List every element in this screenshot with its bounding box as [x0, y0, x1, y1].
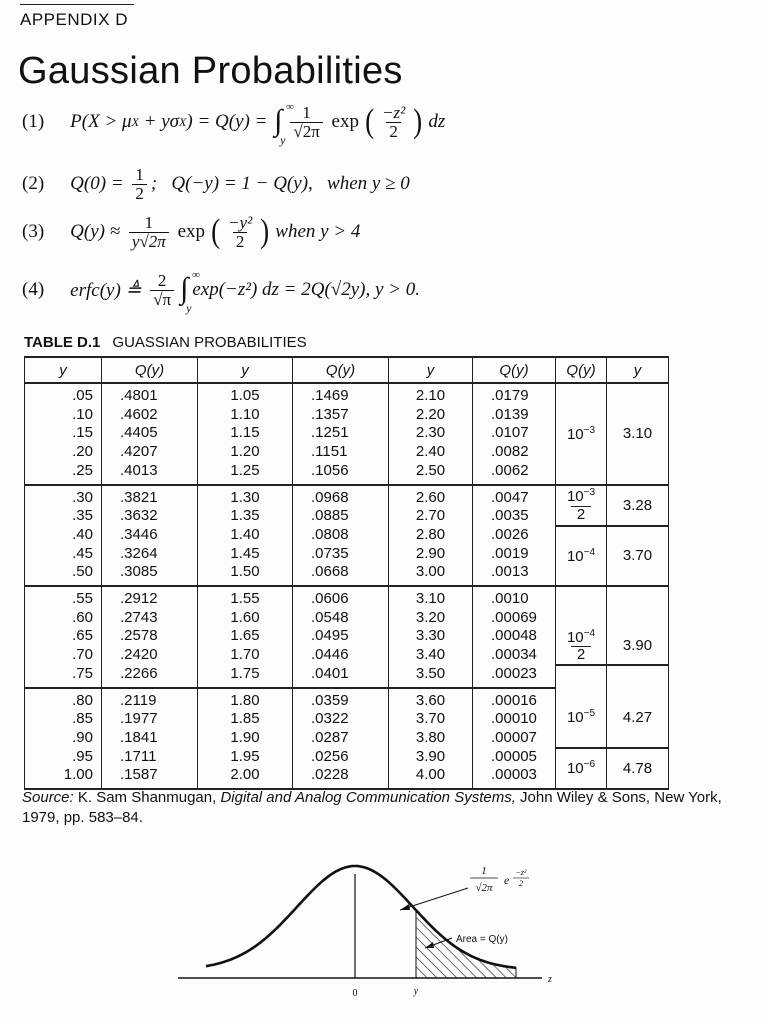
eq1-arg-fraction — [379, 104, 408, 141]
q-value-cell: .0401 — [293, 665, 389, 688]
table-title: GUASSIAN PROBABILITIES — [112, 334, 307, 351]
eq2-b: ; Q(−y) = 1 − Q(y), when y ≥ 0 — [150, 173, 410, 195]
power-of-ten: $10^{-4}$ — [566, 627, 596, 646]
q-value-cell: .4405 — [102, 424, 198, 443]
table-row — [25, 688, 669, 711]
integral-lower-limit: y — [186, 301, 192, 316]
power-of-ten: $10^{-3}$ — [566, 424, 596, 443]
y-value-cell: 1.65 — [198, 627, 293, 646]
q-threshold-cell — [556, 627, 607, 664]
equation-number: (4) — [22, 279, 45, 301]
eq1-lhs-sub: X — [131, 114, 139, 129]
y-threshold-cell: 3.70 — [607, 526, 669, 586]
y-value-cell: 1.75 — [198, 665, 293, 688]
table-label: TABLE D.1 — [24, 334, 101, 351]
y-value-cell: .95 — [25, 748, 102, 767]
numerator: 1 — [302, 103, 311, 122]
source-label: Source: — [22, 789, 74, 806]
y-value-cell: .85 — [25, 710, 102, 729]
source-rest: John Wiley & Sons, New York, 1979, pp. 583–84. — [22, 789, 722, 826]
q-threshold-cell — [556, 485, 607, 526]
y-value-cell: .60 — [25, 609, 102, 628]
equation-4 — [22, 269, 420, 316]
y-value-cell: 3.90 — [389, 748, 473, 767]
q-value-cell: .00010 — [473, 710, 556, 729]
header-rule — [20, 4, 134, 5]
page-title: Gaussian Probabilities — [18, 50, 403, 92]
numerator: 1 — [135, 165, 144, 184]
eq1-exp: exp — [326, 111, 364, 133]
column-header: y — [389, 357, 473, 383]
power-of-ten: $10^{-3}$ — [566, 487, 596, 506]
y-threshold-cell: 4.27 — [607, 688, 669, 748]
empty-cell — [556, 586, 607, 627]
numerator: 2 — [157, 271, 167, 290]
y-value-cell: 1.80 — [198, 688, 293, 711]
y-value-cell: 1.15 — [198, 424, 293, 443]
y-value-cell: 1.30 — [198, 485, 293, 508]
eq2-a: Q(0) = — [70, 173, 129, 195]
y-value-cell: 2.20 — [389, 406, 473, 425]
y-value-cell: 3.60 — [389, 688, 473, 711]
equation-1 — [22, 101, 446, 148]
area-label: Area = Q(y) — [456, 934, 508, 945]
table-row — [25, 665, 669, 688]
y-value-cell: 1.35 — [198, 507, 293, 526]
q-value-cell: .00005 — [473, 748, 556, 767]
table-row — [25, 383, 669, 406]
y-value-cell: .65 — [25, 627, 102, 646]
y-value-cell: 1.05 — [198, 383, 293, 406]
eq1-rhs: ) = Q(y) = — [186, 111, 273, 133]
y-value-cell: 1.50 — [198, 563, 293, 586]
q-value-cell: .0808 — [293, 526, 389, 545]
eq3-a: Q(y) ≈ — [70, 221, 125, 243]
q-value-cell: .3821 — [102, 485, 198, 508]
q-threshold-cell — [556, 688, 607, 748]
y-value-cell: 2.60 — [389, 485, 473, 508]
denominator: 2 — [386, 122, 401, 141]
table-row — [25, 526, 669, 545]
eq4-a: erfc(y) ≜ — [70, 279, 147, 301]
x-label-y: y — [413, 986, 419, 997]
numerator: 1 — [144, 213, 154, 232]
integral-sign: ∫ ∞ y — [274, 101, 294, 148]
y-threshold-cell: 3.90 — [607, 627, 669, 664]
table-row — [25, 748, 669, 767]
power-of-ten: $10^{-6}$ — [566, 759, 596, 778]
q-value-cell: .0287 — [293, 729, 389, 748]
y-value-cell: 1.55 — [198, 586, 293, 609]
column-header: Q(y) — [556, 357, 607, 383]
q-value-cell: .0495 — [293, 627, 389, 646]
y-value-cell: .05 — [25, 383, 102, 406]
q-value-cell: .0107 — [473, 424, 556, 443]
q-value-cell: .0047 — [473, 485, 556, 508]
q-value-cell: .2266 — [102, 665, 198, 688]
q-value-cell: .00007 — [473, 729, 556, 748]
pdf-exp-denominator: 2 — [519, 879, 523, 888]
q-value-cell: .0139 — [473, 406, 556, 425]
y-value-cell: 1.40 — [198, 526, 293, 545]
y-value-cell: .35 — [25, 507, 102, 526]
q-value-cell: .1977 — [102, 710, 198, 729]
y-value-cell: .40 — [25, 526, 102, 545]
y-value-cell: 3.50 — [389, 665, 473, 688]
q-value-cell: .2578 — [102, 627, 198, 646]
q-value-cell: .00003 — [473, 766, 556, 789]
column-header: Q(y) — [473, 357, 556, 383]
integral-upper-limit: ∞ — [286, 101, 294, 114]
y-value-cell: 2.80 — [389, 526, 473, 545]
q-value-cell: .1841 — [102, 729, 198, 748]
q-value-cell: .1469 — [293, 383, 389, 406]
y-value-cell: .90 — [25, 729, 102, 748]
y-value-cell: 3.20 — [389, 609, 473, 628]
y-value-cell: .30 — [25, 485, 102, 508]
q-value-cell: .0179 — [473, 383, 556, 406]
q-value-cell: .0359 — [293, 688, 389, 711]
empty-cell — [607, 586, 669, 627]
eq1-tail: dz — [423, 111, 446, 133]
left-paren: ( — [364, 103, 374, 141]
q-value-cell: .0968 — [293, 485, 389, 508]
y-value-cell: .20 — [25, 443, 102, 462]
appendix-label: APPENDIX D — [20, 10, 128, 29]
eq4-fraction — [150, 272, 174, 309]
denominator: √2π — [290, 122, 322, 141]
y-value-cell: 2.40 — [389, 443, 473, 462]
q-value-cell: .0885 — [293, 507, 389, 526]
gaussian-table — [24, 356, 669, 790]
eq1-mid: + yσ — [138, 111, 180, 133]
q-value-cell: .0446 — [293, 646, 389, 665]
source-author: K. Sam Shanmugan, — [73, 789, 221, 806]
right-paren: ) — [260, 213, 270, 251]
equation-3 — [22, 214, 360, 251]
y-value-cell: 1.60 — [198, 609, 293, 628]
y-value-cell: .80 — [25, 688, 102, 711]
y-value-cell: 1.95 — [198, 748, 293, 767]
power-of-ten: $10^{-4}$ — [566, 546, 596, 565]
q-value-cell: .3446 — [102, 526, 198, 545]
y-value-cell: 2.90 — [389, 545, 473, 564]
q-value-cell: .0019 — [473, 545, 556, 564]
y-value-cell: 1.90 — [198, 729, 293, 748]
integral-upper-limit: ∞ — [192, 269, 200, 282]
y-value-cell: 2.70 — [389, 507, 473, 526]
q-value-cell: .00069 — [473, 609, 556, 628]
q-value-cell: .0606 — [293, 586, 389, 609]
q-value-cell: .1711 — [102, 748, 198, 767]
q-value-cell: .4013 — [102, 462, 198, 485]
equation-number: (1) — [22, 111, 45, 133]
q-value-cell: .0035 — [473, 507, 556, 526]
column-header: Q(y) — [293, 357, 389, 383]
table-caption — [24, 334, 307, 351]
q-value-cell: .3085 — [102, 563, 198, 586]
eq3-exp: exp — [172, 221, 210, 243]
q-value-cell: .0548 — [293, 609, 389, 628]
eq3-b: when y > 4 — [270, 221, 361, 243]
y-value-cell: 3.00 — [389, 563, 473, 586]
threshold-fraction: $\frac{10^{-4}}{2}$ — [566, 627, 596, 664]
column-header: Q(y) — [102, 357, 198, 383]
q-threshold-cell — [556, 526, 607, 586]
q-value-cell: .3264 — [102, 545, 198, 564]
q-value-cell: .4207 — [102, 443, 198, 462]
empty-cell — [556, 665, 607, 688]
eq4-b: exp(−z²) dz = 2Q(√2y), y > 0. — [192, 279, 420, 301]
eq1-lhs: P(X > μ — [70, 111, 132, 133]
y-threshold-cell: 3.28 — [607, 485, 669, 526]
right-paren: ) — [413, 103, 423, 141]
q-value-cell: .0322 — [293, 710, 389, 729]
q-value-cell: .0228 — [293, 766, 389, 789]
numerator: −z² — [382, 103, 406, 122]
q-value-cell: .0668 — [293, 563, 389, 586]
threshold-fraction: $\frac{10^{-3}}{2}$ — [566, 487, 596, 523]
q-value-cell: .0735 — [293, 545, 389, 564]
y-value-cell: .15 — [25, 424, 102, 443]
q-value-cell: .3632 — [102, 507, 198, 526]
q-value-cell: .1587 — [102, 766, 198, 789]
table-header-row — [25, 357, 669, 383]
y-value-cell: .75 — [25, 665, 102, 688]
y-value-cell: .55 — [25, 586, 102, 609]
q-value-cell: .00034 — [473, 646, 556, 665]
equation-number: (3) — [22, 221, 45, 243]
eq3-arg-fraction — [225, 214, 255, 251]
pdf-e: e — [504, 873, 510, 887]
q-value-cell: .0062 — [473, 462, 556, 485]
pdf-exp-numerator: −z² — [515, 868, 527, 877]
eq3-fraction — [129, 214, 169, 251]
source-book: Digital and Analog Communication Systems, — [220, 789, 516, 806]
y-value-cell: .10 — [25, 406, 102, 425]
bell-curve — [206, 866, 516, 968]
x-axis-label: z — [548, 974, 552, 985]
gaussian-curve-figure — [170, 840, 590, 1010]
y-value-cell: .50 — [25, 563, 102, 586]
y-value-cell: 3.40 — [389, 646, 473, 665]
source-citation — [22, 788, 742, 828]
q-value-cell: .00023 — [473, 665, 556, 688]
y-value-cell: 3.80 — [389, 729, 473, 748]
denominator: 2 — [132, 184, 147, 203]
y-value-cell: 2.50 — [389, 462, 473, 485]
integral-lower-limit: y — [280, 133, 286, 148]
q-value-cell: .2743 — [102, 609, 198, 628]
y-value-cell: 3.70 — [389, 710, 473, 729]
numerator: −y² — [228, 213, 253, 232]
y-value-cell: 1.85 — [198, 710, 293, 729]
y-value-cell: 3.30 — [389, 627, 473, 646]
table-body — [25, 383, 669, 789]
y-value-cell: 2.10 — [389, 383, 473, 406]
y-value-cell: 1.70 — [198, 646, 293, 665]
y-value-cell: 1.00 — [25, 766, 102, 789]
q-value-cell: .0082 — [473, 443, 556, 462]
q-value-cell: .4801 — [102, 383, 198, 406]
y-value-cell: .45 — [25, 545, 102, 564]
q-value-cell: .2420 — [102, 646, 198, 665]
power-of-ten: $10^{-5}$ — [566, 708, 596, 727]
y-value-cell: 2.00 — [198, 766, 293, 789]
q-value-cell: .1056 — [293, 462, 389, 485]
y-value-cell: 2.30 — [389, 424, 473, 443]
equation-number: (2) — [22, 173, 45, 195]
q-value-cell: .1357 — [293, 406, 389, 425]
denominator: y√2π — [129, 232, 169, 251]
empty-cell — [607, 665, 669, 688]
q-value-cell: .0010 — [473, 586, 556, 609]
q-value-cell: .1151 — [293, 443, 389, 462]
denominator: √π — [150, 290, 174, 309]
y-threshold-cell: 3.10 — [607, 383, 669, 485]
q-value-cell: .1251 — [293, 424, 389, 443]
q-value-cell: .00016 — [473, 688, 556, 711]
q-value-cell: .4602 — [102, 406, 198, 425]
y-value-cell: 1.45 — [198, 545, 293, 564]
integral-sign: ∫ ∞ y — [180, 269, 200, 316]
denominator: 2 — [233, 232, 248, 251]
y-value-cell: 1.25 — [198, 462, 293, 485]
table-row — [25, 627, 669, 646]
y-value-cell: 3.10 — [389, 586, 473, 609]
x-label-zero: 0 — [352, 988, 358, 999]
equation-2 — [22, 166, 410, 203]
pdf-pointer-arrowhead — [400, 904, 410, 910]
eq1-mid-sub: X — [179, 114, 187, 129]
column-header: y — [607, 357, 669, 383]
eq2-fraction — [132, 166, 147, 203]
left-paren: ( — [210, 213, 220, 251]
y-value-cell: 1.20 — [198, 443, 293, 462]
y-value-cell: .25 — [25, 462, 102, 485]
q-value-cell: .0013 — [473, 563, 556, 586]
eq1-fraction — [290, 104, 322, 141]
q-value-cell: .0256 — [293, 748, 389, 767]
q-threshold-cell — [556, 383, 607, 485]
y-value-cell: 1.10 — [198, 406, 293, 425]
pdf-numerator: 1 — [481, 865, 487, 877]
q-value-cell: .2912 — [102, 586, 198, 609]
table-row — [25, 485, 669, 508]
pdf-pointer-line — [400, 888, 468, 910]
y-value-cell: .70 — [25, 646, 102, 665]
table-row — [25, 586, 669, 609]
q-value-cell: .00048 — [473, 627, 556, 646]
y-threshold-cell: 4.78 — [607, 748, 669, 789]
pdf-denominator: √2π — [475, 882, 493, 894]
q-value-cell: .2119 — [102, 688, 198, 711]
column-header: y — [198, 357, 293, 383]
q-threshold-cell — [556, 748, 607, 789]
y-value-cell: 4.00 — [389, 766, 473, 789]
column-header: y — [25, 357, 102, 383]
q-value-cell: .0026 — [473, 526, 556, 545]
